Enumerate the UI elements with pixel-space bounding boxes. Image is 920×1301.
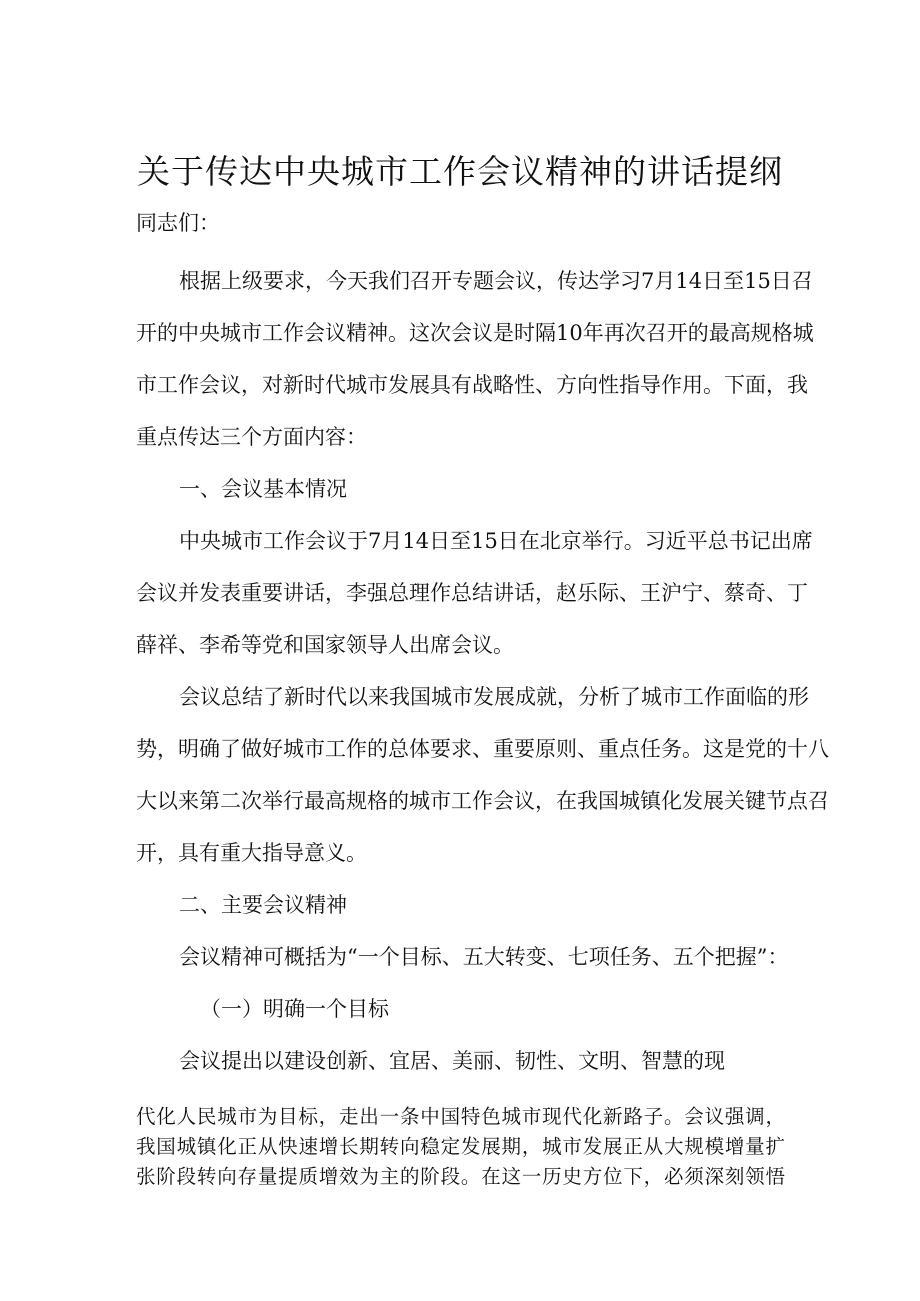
paragraph-line: 重点传达三个方面内容： bbox=[136, 425, 367, 449]
paragraph-line: 开，具有重大指导意义。 bbox=[136, 841, 367, 865]
paragraph-4: 会议精神可概括为“一个目标、五大转变、七项任务、五个把握”： bbox=[179, 945, 789, 969]
paragraph-line: 大以来第二次举行最高规格的城市工作会议，在我国城镇化发展关键节点召 bbox=[136, 789, 829, 813]
document-title: 关于传达中央城市工作会议精神的讲话提纲 bbox=[137, 152, 783, 191]
paragraph-line: 代化人民城市为目标，走出一条中国特色城市现代化新路子。会议强调， bbox=[136, 1105, 785, 1128]
paragraph-line: 薛祥、李希等党和国家领导人出席会议。 bbox=[136, 633, 514, 657]
section-heading-1: 一、会议基本情况 bbox=[179, 477, 347, 501]
paragraph-line: 会议并发表重要讲话，李强总理作总结讲话，赵乐际、王沪宁、蔡奇、丁 bbox=[136, 581, 808, 605]
subheading-1: （一）明确一个目标 bbox=[200, 997, 389, 1021]
salutation: 同志们： bbox=[136, 211, 220, 235]
paragraph-line: 市工作会议，对新时代城市发展具有战略性、方向性指导作用。下面，我 bbox=[136, 373, 808, 397]
paragraph-line: 开的中央城市工作会议精神。这次会议是时隔10年再次召开的最高规格城 bbox=[136, 321, 814, 345]
paragraph-line: 中央城市工作会议于7月14日至15日在北京举行。习近平总书记出席 bbox=[179, 529, 813, 553]
paragraph-line: 会议提出以建设创新、宜居、美丽、韧性、文明、智慧的现 bbox=[179, 1049, 725, 1073]
paragraph-line: 我国城镇化正从快速增长期转向稳定发展期，城市发展正从大规模增量扩 bbox=[136, 1135, 785, 1158]
paragraph-line: 势，明确了做好城市工作的总体要求、重要原则、重点任务。这是党的十八 bbox=[136, 737, 829, 761]
section-heading-2: 二、主要会议精神 bbox=[179, 893, 347, 917]
paragraph-line: 张阶段转向存量提质增效为主的阶段。在这一历史方位下，必须深刻领悟 bbox=[136, 1165, 785, 1188]
paragraph-line: 根据上级要求，今天我们召开专题会议，传达学习7月14日至15日召 bbox=[179, 269, 813, 293]
paragraph-line: 会议总结了新时代以来我国城市发展成就，分析了城市工作面临的形 bbox=[179, 685, 809, 709]
